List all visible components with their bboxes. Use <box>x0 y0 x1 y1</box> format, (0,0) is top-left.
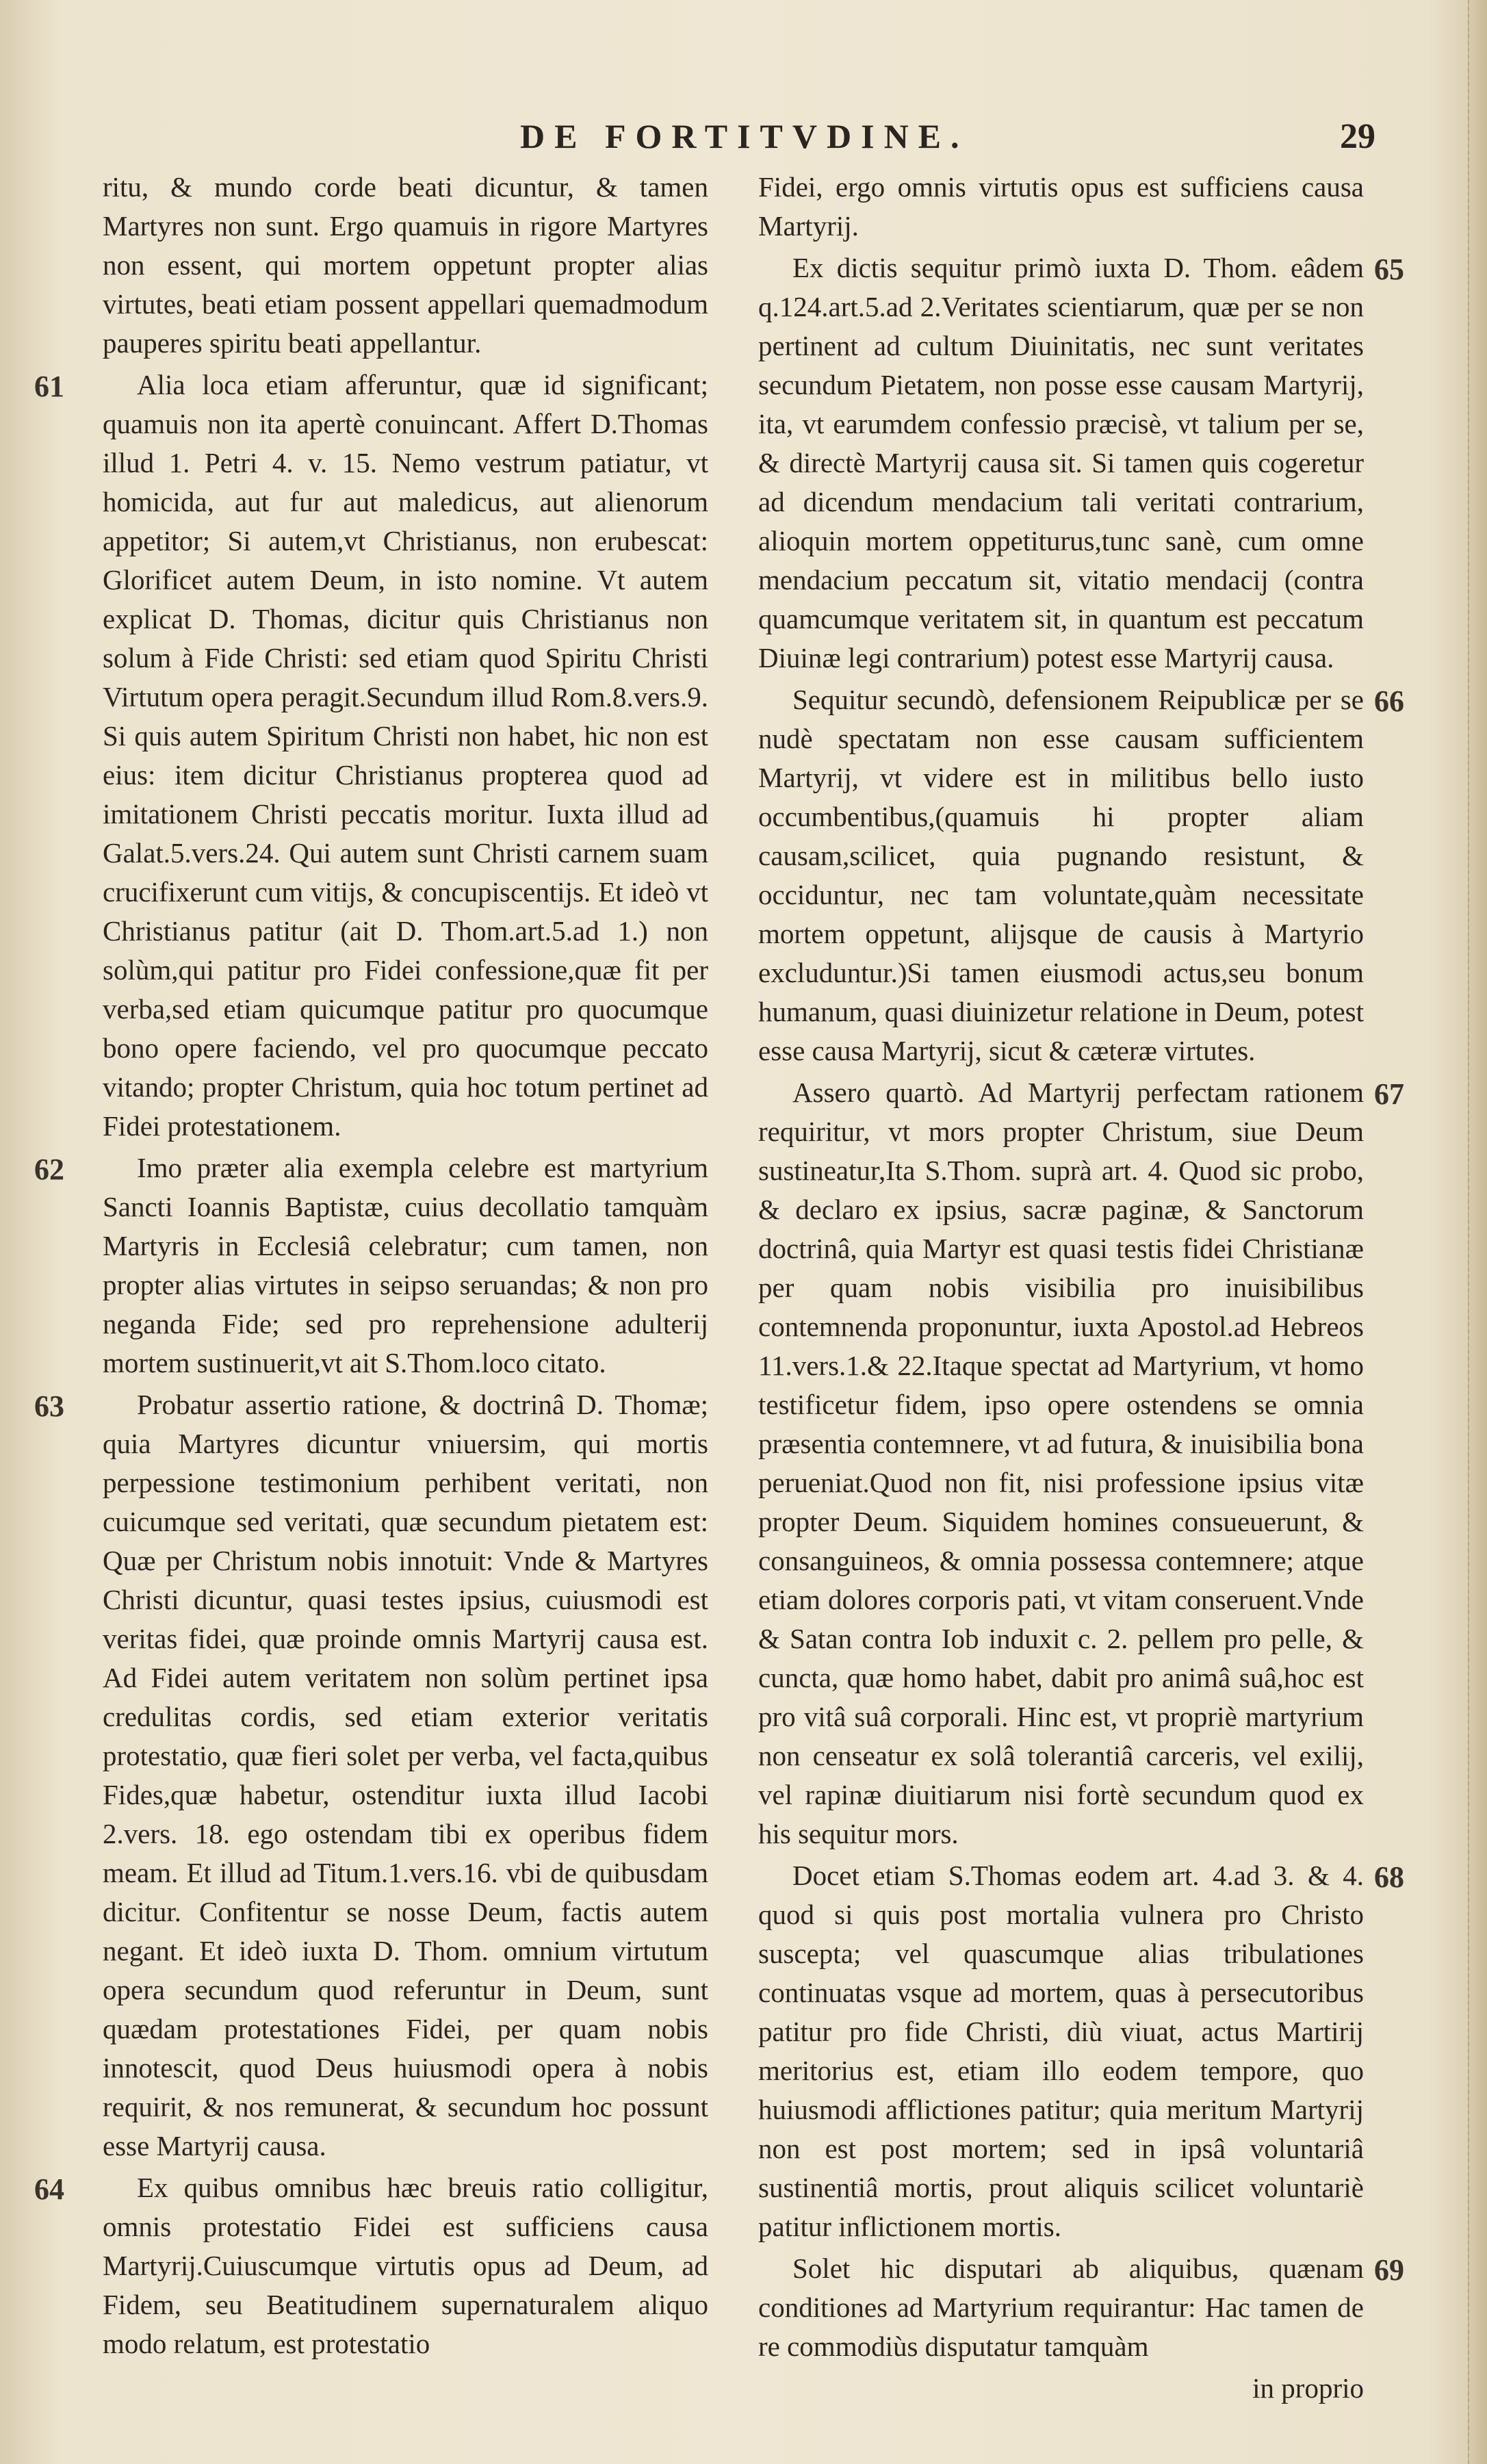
paragraph: Imo præter alia exempla celebre est martyrium Sancti Ioannis Baptistæ, cuius decollatio tamquàm Martyris in Ecclesiâ celebratur; cum tamen, non propter alias virtutes in seipso seruandas; & non pro neganda Fide; sed pro reprehensione adulterij mortem sustinuerit,vt ait S.Thom.loco citato. <box>103 1152 708 1378</box>
marginal-section-number: 63 <box>34 1389 64 1423</box>
marginal-section-number: 68 <box>1374 1860 1404 1894</box>
right-column <box>758 168 1404 2411</box>
paragraph: Alia loca etiam afferuntur, quæ id significant; quamuis non ita apertè conuincant. Affert D.Thomas illud 1. Petri 4. v. 15. Nemo vestrum patiatur, vt homicida, aut fur aut maledicus, aut alienorum appetitor; Si autem,vt Christianus, non erubescat: Glorificet autem Deum, in isto nomine. Vt autem explicat D. Thomas, dicitur quis Christianus non solum à Fide Christi: sed etiam quod Spiritu Christi Virtutum opera peragit.Secundum illud Rom.8.vers.9. Si quis autem Spiritum Christi non habet, hic non est eius: item dicitur Christianus propterea quod ad imitationem Christi peccatis moritur. Iuxta illud ad Galat.5.vers.24. Qui autem sunt Christi carnem suam crucifixerunt cum vitijs, & concupiscentijs. Et ideò vt Christianus patitur (ait D. Thom.art.5.ad 1.) non solùm,qui patitur pro Fidei confessione,quæ fit per verba,sed etiam quicumque patitur pro quocumque bono opere faciendo, vel pro quocumque peccato vitando; propter Christum, quia hoc totum pertinet ad Fidei protestationem. <box>103 369 708 1142</box>
marginal-section-number: 66 <box>1374 684 1404 718</box>
paragraph: Sequitur secundò, defensionem Reipublicæ per se nudè spectatam non esse causam sufficientem Martyrij, vt videre est in militibus bello iusto occumbentibus,(quamuis hi propter aliam causam,scilicet, quia pugnando resistunt, & occiduntur, nec tam voluntate,quàm necessitate mortem oppetunt, alijsque de causis à Martyrio excluduntur.)Si tamen eiusmodi actus,seu bonum humanum, quasi diuinizetur relatione in Deum, potest esse causa Martyrij, sicut & cæteræ virtutes. <box>758 684 1364 1066</box>
catchword: in proprio <box>1252 2372 1364 2404</box>
paragraph: Ex quibus omnibus hæc breuis ratio colligitur, omnis protestatio Fidei est sufficiens causa Martyrij.Cuiuscumque virtutis opus ad Deum, ad Fidem, seu Beatitudinem supernaturalem aliquo modo relatum, est protestatio <box>103 2172 708 2359</box>
marginal-section-number: 69 <box>1374 2253 1404 2287</box>
paragraph: Probatur assertio ratione, & doctrinâ D. Thomæ; quia Martyres dicuntur vniuersim, qui mortis perpessione testimonium perhibent veritati, non cuicumque sed veritati, quæ secundum pietatem est: Quæ per Christum nobis innotuit: Vnde & Martyres Christi dicuntur, quasi testes ipsius, cuiusmodi est veritas fidei, quæ proinde omnis Martyrij causa est. Ad Fidei autem veritatem non solùm pertinet ipsa credulitas cordis, sed etiam exterior veritatis protestatio, quæ fieri solet per verba, vel facta,quibus Fides,quæ habetur, ostenditur iuxta illud Iacobi 2.vers. 18. ego ostendam tibi ex operibus fidem meam. Et illud ad Titum.1.vers.16. vbi de quibusdam dicitur. Confitentur se nosse Deum, factis autem negant. Et ideò iuxta D. Thom. omnium virtutum opera secundum quod referuntur in Deum, sunt quædam protestationes Fidei, per quam nobis innotescit, quod Deus huiusmodi opera à nobis requirit, & nos remunerat, & secundum hoc possunt esse Martyrij causa. <box>103 1389 708 2161</box>
marginal-section-number: 62 <box>34 1153 64 1186</box>
marginal-section-number: 65 <box>1374 253 1404 286</box>
left-column <box>34 168 708 2366</box>
marginal-section-number: 67 <box>1374 1077 1404 1111</box>
paragraph-continuation: ritu, & mundo corde beati dicuntur, & tamen Martyres non sunt. Ergo quamuis in rigore Martyres non essent, qui mortem oppetunt propter alias virtutes, beati etiam possent appellari quemadmodum pauperes spiritu beati appellantur. <box>103 171 708 359</box>
marginal-section-number: 61 <box>34 370 64 403</box>
page-header <box>520 116 1375 164</box>
paragraph: Assero quartò. Ad Martyrij perfectam rationem requiritur, vt mors propter Christum, siue Deum sustineatur,Ita S.Thom. suprà art. 4. Quod sic probo, & declaro ex ipsius, sacræ paginæ, & Sanctorum doctrinâ, quia Martyr est quasi testis fidei Christianæ per quam nobis visibilia pro inuisibilibus contemnenda proponuntur, iuxta Apostol.ad Hebreos 11.vers.1.& 22.Itaque spectat ad Martyrium, vt homo testificetur fidem, ipso opere ostendens se omnia præsentia contemnere, vt ad futura, & inuisibilia bona perueniat.Quod non fit, nisi professione ipsius vitæ propter Deum. Siquidem homines consueuerunt, & consanguineos, & omnia possessa contemnere; atque etiam dolores corporis pati, vt vitam conseruent.Vnde & Satan contra Iob induxit c. 2. pellem pro pelle, & cuncta, quæ homo habet, dabit pro animâ suâ,hoc est pro vitâ suâ corporali. Hinc est, vt propriè martyrium non censeatur ex solâ tolerantiâ carceris, vel exilij, vel rapinæ diuitiarum nisi fortè secundum quod ex his sequitur mors. <box>758 1077 1364 1849</box>
paragraph-continuation: Fidei, ergo omnis virtutis opus est sufficiens causa Martyrij. <box>758 171 1364 242</box>
paragraph: Ex dictis sequitur primò iuxta D. Thom. eâdem q.124.art.5.ad 2.Veritates scientiarum, quæ per se non pertinent ad cultum Diuinitatis, nec sunt veritates secundum Pietatem, non posse esse causam Martyrij, ita, vt earumdem confessio præcisè, vt talium per se, & directè Martyrij causa sit. Si tamen quis cogeretur ad dicendum mendacium tali veritati contrarium, alioquin mortem oppetiturus,tunc sanè, cum omne mendacium peccatum sit, vitatio mendacij (contra quamcumque veritatem sit, in quantum est peccatum Diuinæ legi contrarium) potest esse Martyrij causa. <box>758 252 1364 673</box>
marginal-section-number: 64 <box>34 2172 64 2206</box>
page-number: 29 <box>1340 117 1375 156</box>
running-title: DE FORTITVDINE. <box>520 117 969 155</box>
paragraph: Solet hic disputari ab aliquibus, quænam conditiones ad Martyrium requirantur: Hac tamen de re commodiùs disputatur tamquàm <box>758 2253 1364 2362</box>
paragraph: Docet etiam S.Thomas eodem art. 4.ad 3. & 4. quod si quis post mortalia vulnera pro Christo suscepta; vel quascumque alias tribulationes continuatas vsque ad mortem, quas à persecutoribus patitur pro fide Christi, diù viuat, actus Martirij meritorius est, etiam illo eodem tempore, quo huiusmodi afflictiones patitur; quia meritum Martyrij non est post mortem; sed in ipsâ voluntariâ sustinentiâ mortis, prout aliquis scilicet voluntariè patitur inflictionem mortis. <box>758 1860 1364 2242</box>
page-edge <box>1468 0 1487 2464</box>
